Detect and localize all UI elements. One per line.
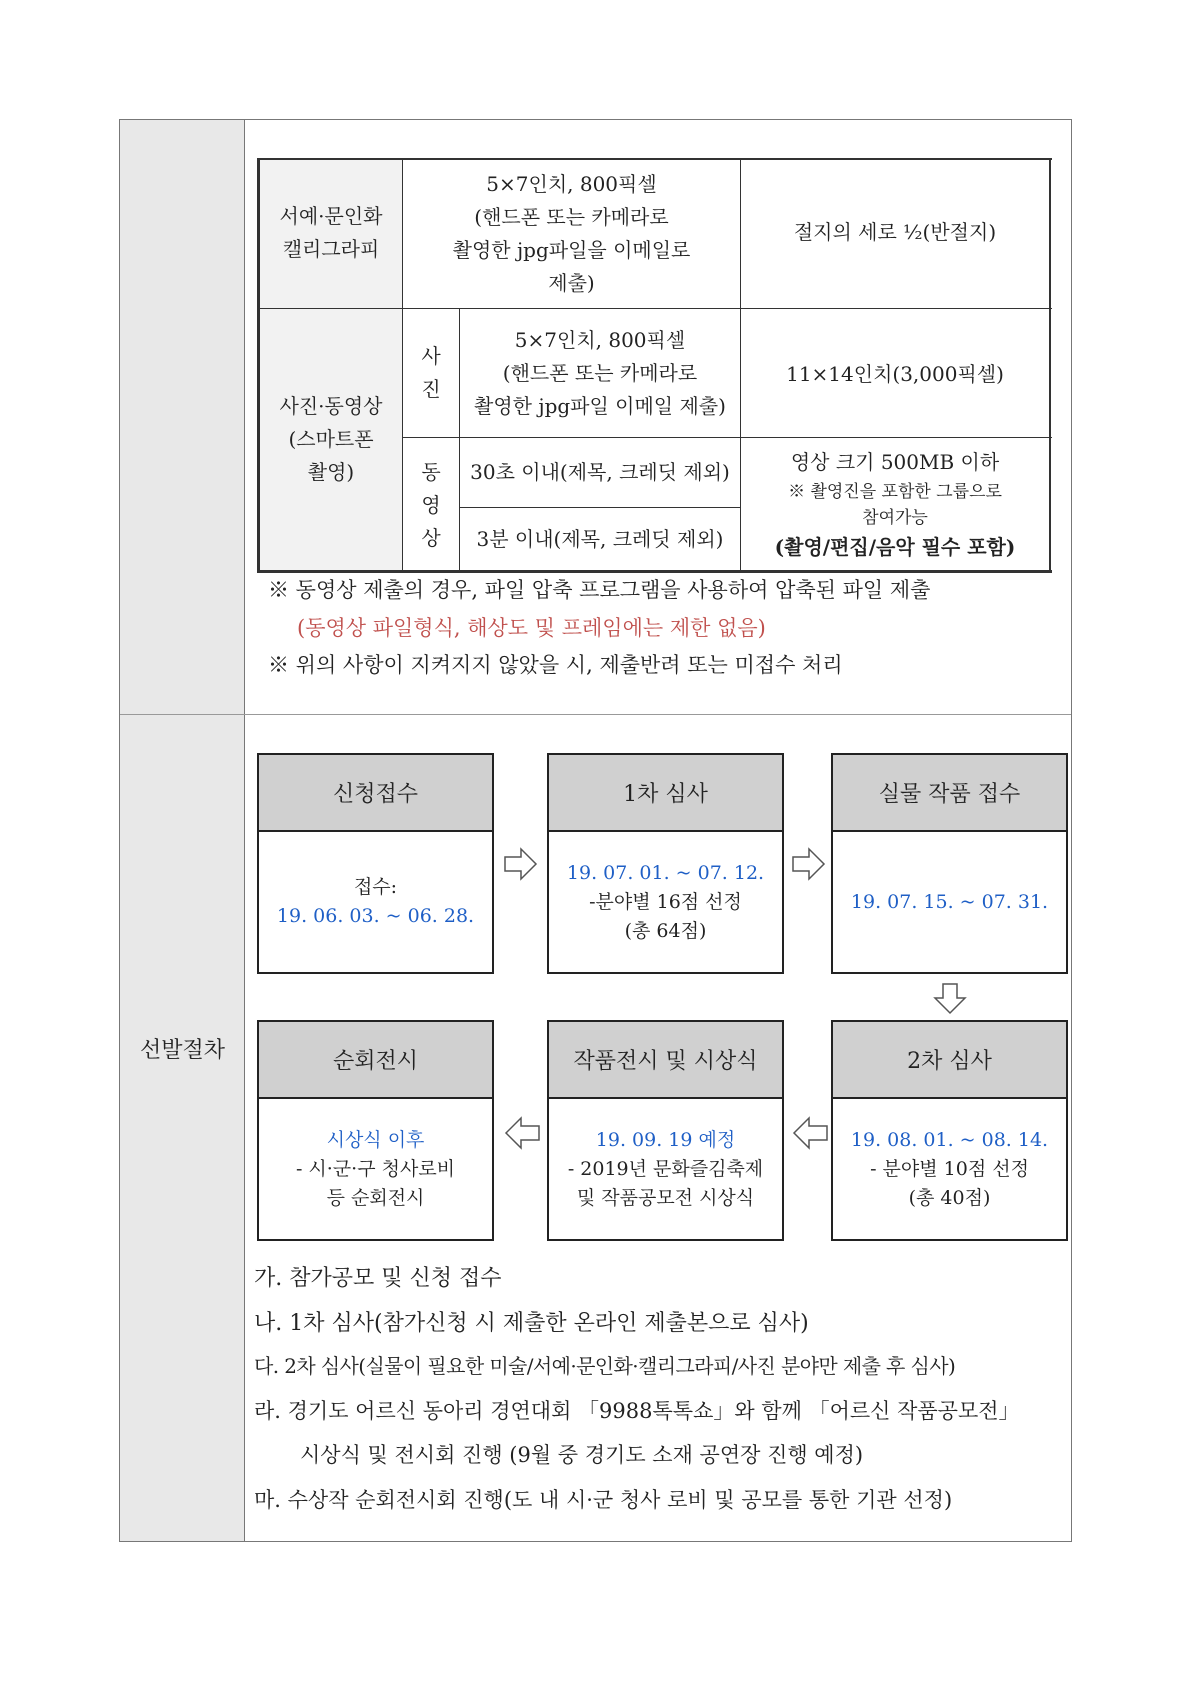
arrow-left-icon bbox=[791, 1116, 829, 1150]
note-rejection: ※ 위의 사항이 지켜지지 않았을 시, 제출반려 또는 미접수 처리 bbox=[268, 653, 843, 677]
note-video-compression: ※ 동영상 제출의 경우, 파일 압축 프로그램을 사용하여 압축된 파일 제출 bbox=[268, 578, 931, 602]
video-row-3min: 3분 이내(제목, 크레딧 제외) bbox=[476, 527, 724, 551]
arrow-right-icon bbox=[503, 846, 539, 882]
step-title: 실물 작품 접수 bbox=[833, 755, 1066, 832]
section-divider bbox=[120, 714, 1071, 715]
note-video-format: (동영상 파일형식, 해상도 및 프레임에는 제한 없음) bbox=[297, 616, 766, 640]
arrow-right-icon bbox=[791, 846, 827, 882]
list-item: 가. 참가공모 및 신청 접수 bbox=[254, 1266, 502, 1291]
video-actual-spec: 영상 크기 500MB 이하 ※ 촬영진을 포함한 그룹으로 참여가능 (촬영/편집/음악 필수 포함) bbox=[774, 450, 1016, 559]
list-item: 마. 수상작 순회전시회 진행(도 내 시·군 청사 로비 및 공모를 통한 기관 선정) bbox=[254, 1488, 953, 1512]
flow-step-exhibition-ceremony: 작품전시 및 시상식 19. 09. 19 예정 - 2019년 문화즐김축제 및 작품공모전 시상식 bbox=[547, 1020, 784, 1241]
photo-actual-spec: 11×14인치(3,000픽셀) bbox=[786, 362, 1004, 386]
step-title: 2차 심사 bbox=[833, 1022, 1066, 1099]
flow-step-application: 신청접수 접수: 19. 06. 03. ~ 06. 28. bbox=[257, 753, 494, 974]
list-item: 라. 경기도 어르신 동아리 경연대회 「9988톡톡쇼」와 함께 「어르신 작품공모전」 bbox=[254, 1399, 1020, 1423]
calligraphy-actual-spec: 절지의 세로 ½(반절지) bbox=[793, 220, 997, 244]
photo-submit-spec: 5×7인치, 800픽셀 (핸드폰 또는 카메라로 촬영한 jpg파일 이메일 제출) bbox=[474, 328, 726, 418]
flow-step-first-review: 1차 심사 19. 07. 01. ~ 07. 12. -분야별 16점 선정 (총 64점) bbox=[547, 753, 784, 974]
sub-photo: 사 진 bbox=[421, 344, 441, 401]
sub-video: 동 영 상 bbox=[421, 460, 441, 550]
list-item: 다. 2차 심사(실물이 필요한 미술/서예·문인화·캘리그라피/사진 분야만 제출 후 심사) bbox=[254, 1354, 956, 1378]
flow-step-artwork-receipt: 실물 작품 접수 19. 07. 15. ~ 07. 31. bbox=[831, 753, 1068, 974]
list-item: 나. 1차 심사(참가신청 시 제출한 온라인 제출본으로 심사) bbox=[254, 1311, 809, 1336]
step-title: 순회전시 bbox=[259, 1022, 492, 1099]
category-calligraphy: 서예·문인화 캘리그라피 bbox=[279, 204, 383, 261]
step-title: 작품전시 및 시상식 bbox=[549, 1022, 782, 1099]
flow-step-tour-exhibition: 순회전시 시상식 이후 - 시·군·구 청사로비 등 순회전시 bbox=[257, 1020, 494, 1241]
flow-step-second-review: 2차 심사 19. 08. 01. ~ 08. 14. - 분야별 10점 선정 (총 40점) bbox=[831, 1020, 1068, 1241]
procedure-label: 선발절차 bbox=[139, 1038, 225, 1063]
arrow-left-icon bbox=[503, 1116, 541, 1150]
step-title: 1차 심사 bbox=[549, 755, 782, 832]
category-photo-video: 사진·동영상 (스마트폰 촬영) bbox=[279, 394, 383, 484]
sidebar-column bbox=[120, 120, 245, 1541]
calligraphy-submit-spec: 5×7인치, 800픽셀 (핸드폰 또는 카메라로 촬영한 jpg파일을 이메일로 제출) bbox=[452, 172, 691, 295]
list-item: 시상식 및 전시회 진행 (9월 중 경기도 소재 공연장 진행 예정) bbox=[300, 1443, 864, 1467]
arrow-down-icon bbox=[932, 982, 968, 1016]
step-title: 신청접수 bbox=[259, 755, 492, 832]
video-row-30s: 30초 이내(제목, 크레딧 제외) bbox=[470, 460, 730, 484]
